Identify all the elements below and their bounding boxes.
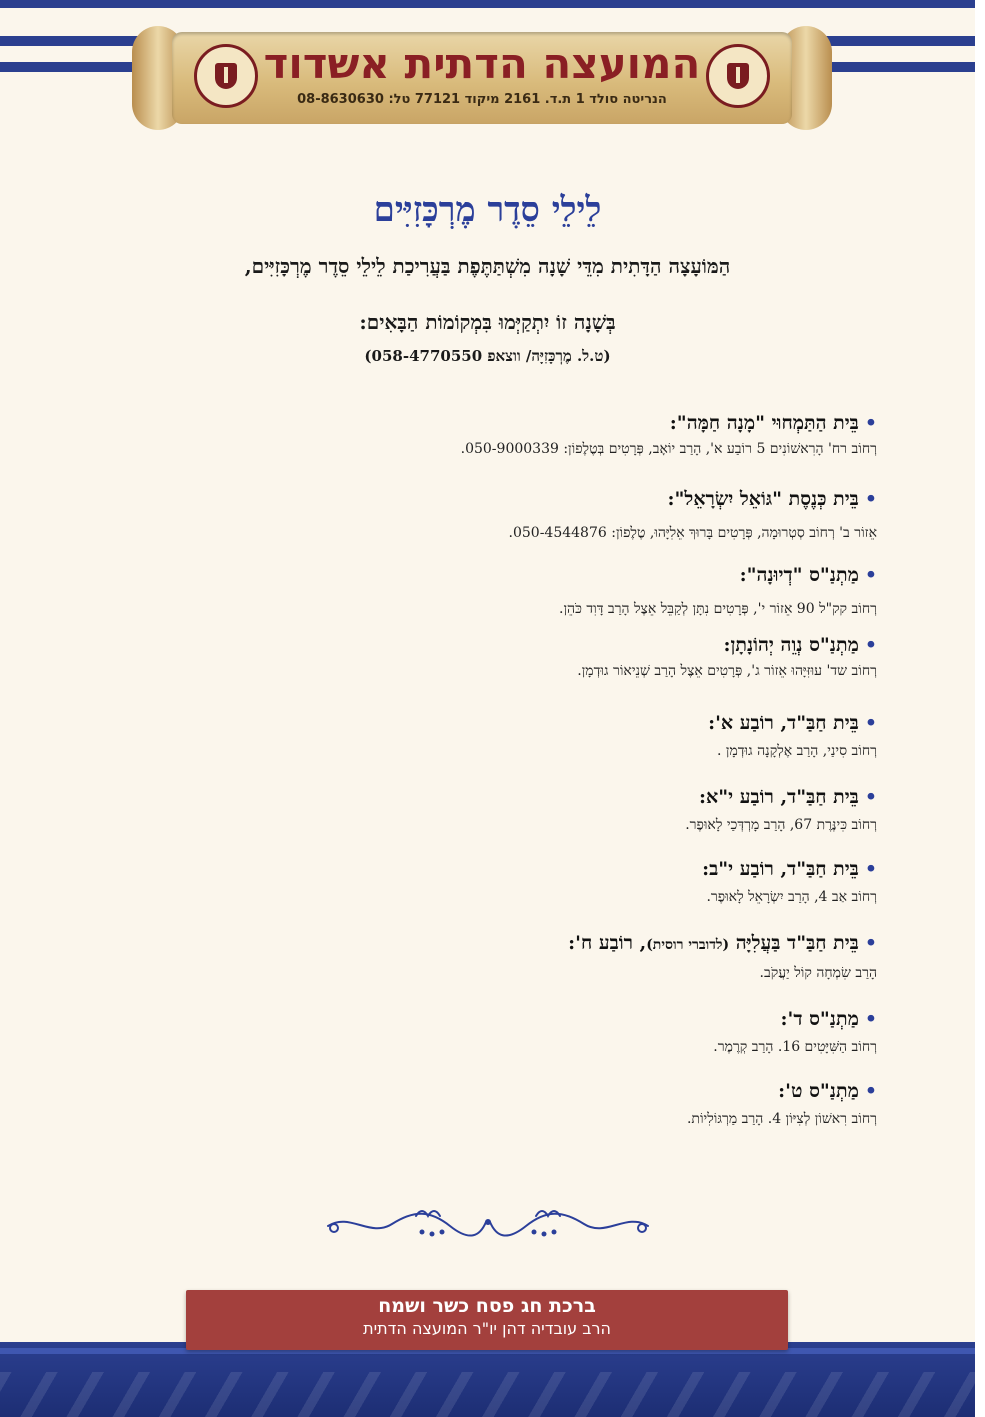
intro-line-1: הַמּוֹעָצָה הַדָּתִית מִדֵּי שָׁנָה מִשְׁתַּתֶּפֶת בַּעֲרִיכַת לֵילֵי סֵדֶר מֶרְכָּזִיִּים, — [244, 254, 731, 278]
location-name: •מַתְנַ"ס נְוֵה יְהוֹנָתָן: — [723, 634, 877, 656]
bullet-icon: • — [864, 488, 877, 510]
header-banner — [132, 26, 832, 130]
location-name: •מַתְנַ"ס ד': — [780, 1008, 877, 1030]
location-entry — [117, 562, 877, 620]
location-name: •מַתְנַ"ס "דְיוּנָה": — [739, 564, 877, 586]
location-name: •בֵּית חַבַּ"ד בַּעֲלִיָּה (לדוברי רוסית), רוֹבַע ח': — [568, 932, 877, 954]
location-name: •בֵּית חַבַּ"ד, רוֹבַע א': — [708, 712, 877, 734]
location-entry — [117, 784, 877, 836]
location-details: רְחוֹב רִאשׁוֹן לְצִיּוֹן 4. הָרַב מַרְגּוֹלִיוֹת. — [686, 1111, 877, 1127]
page-title: לֵילֵי סֵדֶר מֶרְכָּזִיִּים — [373, 190, 602, 230]
location-name: •בֵּית הַתַּמְחוּי "מָנָה חַמָּה": — [669, 412, 877, 434]
location-note: (לדוברי רוסית) — [646, 937, 730, 953]
bullet-icon: • — [864, 858, 877, 880]
location-entry — [117, 1078, 877, 1130]
bullet-icon: • — [864, 634, 877, 656]
footer-stripe — [0, 1342, 975, 1417]
location-details: אֵזוֹר ב' רְחוֹב סְטְרוּמָה, פְּרָטִים בָּרוּךְ אֵלִיָּהוּ, טֶלֶפוֹן: 050-4544876. — [508, 525, 877, 541]
holiday-greeting: ברכת חג פסח כשר ושמח — [378, 1295, 596, 1317]
org-name: המועצה הדתית אשדוד — [263, 39, 701, 88]
location-details: רְחוֹב אַב 4, הָרַב יִשְׂרָאֵל לָאוּפֶר. — [706, 889, 877, 905]
ornament-divider-icon — [320, 1202, 656, 1242]
intro-line-2: בְּשָׁנָה זוֹ יִתְקַיְּמוּ בִּמְקוֹמוֹת הַבָּאִים: — [359, 310, 616, 334]
location-entry — [117, 710, 877, 762]
contact-line: (ט.ל. מֶרְכָּזִיָּה/ ווצאפ 058-4770550) — [364, 347, 611, 365]
location-entry — [117, 410, 877, 460]
location-name: •בֵּית חַבַּ"ד, רוֹבַע י"א: — [699, 786, 877, 808]
location-details: הָרַב שִׂמְחָה קוֹל יַעֲקֹב. — [759, 965, 877, 981]
bullet-icon: • — [864, 932, 877, 954]
location-details: רְחוֹב רח' הָרִאשׁוֹנִים 5 רוֹבַע א', הָרַב יוֹאָב, פְּרָטִים בְּטֶלֶפוֹן: 050-9000339. — [460, 441, 877, 457]
location-details: רְחוֹב שד' עוּזִּיָּהוּ אֵזוֹר ג', פְּרָטִים אֵצֶל הָרַב שְׁנֵיאוֹר גוּדְמָן. — [577, 663, 877, 679]
bullet-icon: • — [864, 786, 877, 808]
bullet-icon: • — [864, 564, 877, 586]
location-entry — [117, 856, 877, 908]
footer-greeting-box — [186, 1290, 788, 1350]
location-details: רְחוֹב הַשִּׁיָּטִים 16. הָרַב קְרֶמֶר. — [713, 1039, 877, 1055]
location-entry — [117, 930, 877, 984]
bullet-icon: • — [864, 1080, 877, 1102]
bullet-icon: • — [864, 712, 877, 734]
location-entry — [117, 486, 877, 544]
location-details: רְחוֹב כִּינֶּרֶת 67, הָרַב מָרְדְּכַי לָאוּפֶר. — [685, 817, 877, 833]
location-details: רְחוֹב סִינַי, הָרַב אֶלְקָנָה גוּדְמָן . — [716, 743, 877, 759]
location-details: רְחוֹב קק"ל 90 אֵזוֹר י', פְּרָטִים נִתָּן לְקַבֵּל אֵצֶל הָרַב דָּוִד כֹּהֵן. — [559, 601, 877, 617]
signature-line: הרב עובדיה דהן יו"ר המועצה הדתית — [363, 1319, 611, 1338]
location-name: •בֵּית כְּנֶסֶת "גּוֹאֵל יִשְׂרָאֵל": — [667, 488, 877, 510]
bullet-icon: • — [864, 412, 877, 434]
org-address: הנריטה סולד 1 ת.ד. 2161 מיקוד 77121 טל: 08-8630630 — [297, 92, 667, 107]
bullet-icon: • — [864, 1008, 877, 1030]
location-entry — [117, 1006, 877, 1058]
location-entry — [117, 632, 877, 682]
location-name: •בֵּית חַבַּ"ד, רוֹבַע י"ב: — [702, 858, 877, 880]
location-name: •מַתְנַ"ס ט': — [778, 1080, 877, 1102]
